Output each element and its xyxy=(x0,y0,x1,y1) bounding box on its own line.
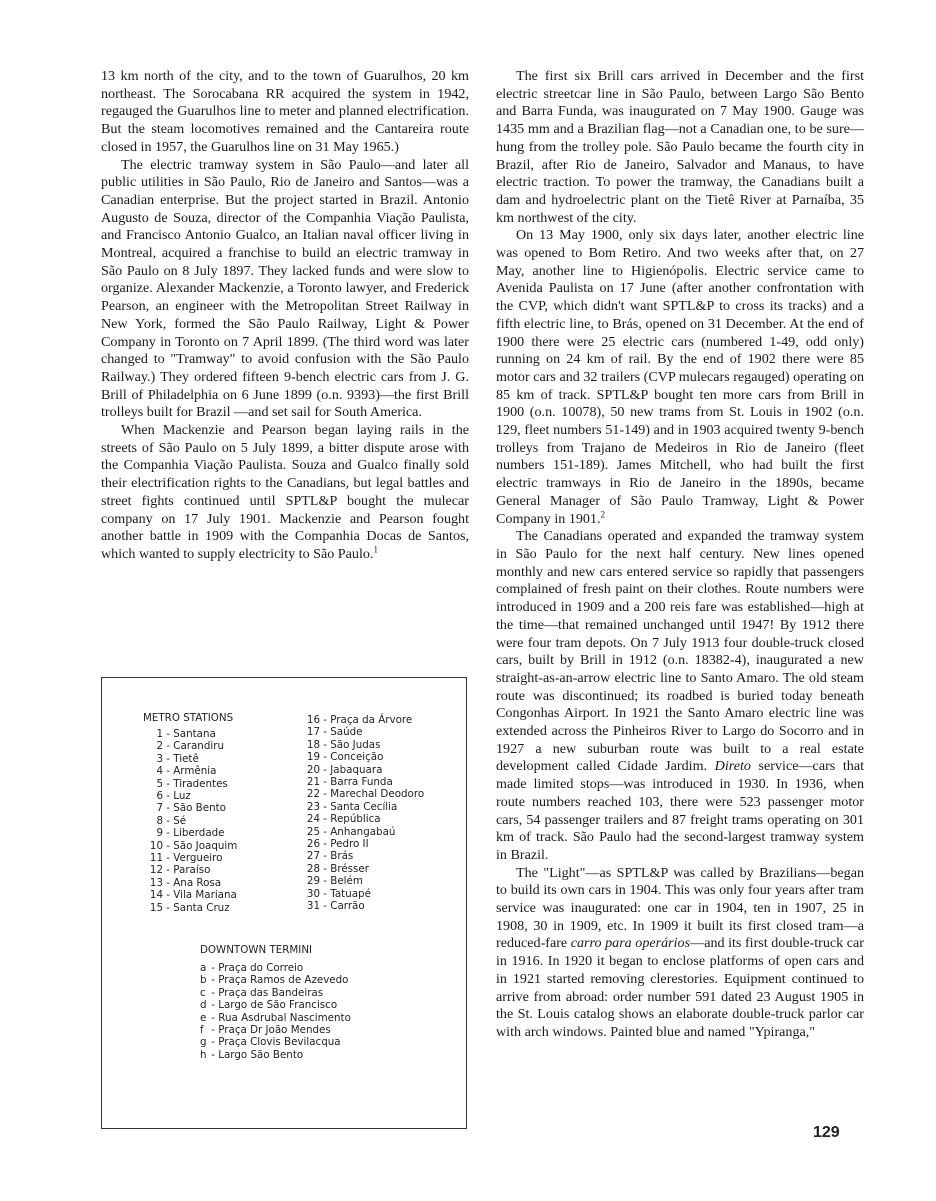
terminus-item xyxy=(200,1024,351,1036)
station-number: 20 xyxy=(306,763,320,776)
separator-dash: - xyxy=(163,728,174,740)
metro-stations-list-2 xyxy=(300,714,424,913)
station-number: 19 xyxy=(306,751,320,764)
station-name: Tatuapé xyxy=(330,887,371,900)
station-name: Conceição xyxy=(330,751,384,764)
paragraph xyxy=(101,422,469,564)
separator-dash: - xyxy=(320,825,331,838)
metro-station-item xyxy=(300,739,424,751)
metro-station-item xyxy=(143,827,237,839)
station-name: Paraíso xyxy=(173,864,211,877)
station-name: Belém xyxy=(330,875,363,888)
station-number: 7 xyxy=(156,802,163,815)
separator-dash: - xyxy=(320,738,331,751)
terminus-item xyxy=(200,999,351,1011)
separator-dash: - xyxy=(320,875,331,888)
station-number: 8 xyxy=(156,814,163,827)
terminus-name: Praça das Bandeiras xyxy=(218,986,324,999)
station-name: Liberdade xyxy=(173,827,225,840)
station-name: Carrão xyxy=(330,900,365,913)
station-number: 22 xyxy=(306,788,320,801)
left-column xyxy=(101,68,469,564)
station-number: 14 xyxy=(149,889,163,902)
terminus-name: Praça Dr João Mendes xyxy=(218,1024,331,1037)
station-number: 28 xyxy=(306,862,320,875)
metro-station-item xyxy=(143,889,237,901)
metro-station-item xyxy=(300,726,424,738)
station-number: 11 xyxy=(149,852,163,865)
metro-station-item xyxy=(300,714,424,726)
terminus-item xyxy=(200,1036,351,1048)
separator-dash: - xyxy=(163,802,174,815)
metro-station-item xyxy=(300,788,424,800)
terminus-name: Praça Ramos de Azevedo xyxy=(218,974,349,987)
metro-station-item xyxy=(143,802,237,814)
paragraph xyxy=(496,865,864,1042)
station-name: Tiradentes xyxy=(173,777,228,790)
metro-station-item xyxy=(143,753,237,765)
station-number: 30 xyxy=(306,887,320,900)
terminus-letter: h xyxy=(200,1048,207,1061)
station-name: Praça da Árvore xyxy=(330,714,413,726)
separator-dash: - xyxy=(320,850,331,863)
terminus-letter: c xyxy=(200,986,206,999)
station-name: Santa Cruz xyxy=(173,901,230,914)
metro-stations-title: METRO STATIONS xyxy=(143,712,234,724)
metro-station-item xyxy=(300,888,424,900)
metro-station-item xyxy=(143,740,237,752)
separator-dash: - xyxy=(320,813,331,826)
station-number: 29 xyxy=(306,875,320,888)
metro-station-item xyxy=(300,813,424,825)
downtown-termini-list xyxy=(200,962,351,1061)
map-legend-box xyxy=(101,677,467,1129)
metro-station-item xyxy=(300,838,424,850)
terminus-letter: d xyxy=(200,999,207,1012)
separator-dash: - xyxy=(163,752,174,765)
station-number: 3 xyxy=(156,752,163,765)
separator-dash: - xyxy=(163,852,174,865)
terminus-letter: b xyxy=(200,974,207,987)
separator-dash: - xyxy=(208,962,219,974)
separator-dash: - xyxy=(163,889,174,902)
station-number: 13 xyxy=(149,876,163,889)
metro-station-item xyxy=(300,764,424,776)
separator-dash: - xyxy=(208,1011,219,1024)
separator-dash: - xyxy=(320,788,331,801)
terminus-letter: f xyxy=(200,1024,204,1037)
station-name: Santana xyxy=(173,728,216,740)
separator-dash: - xyxy=(163,814,174,827)
metro-station-item xyxy=(300,900,424,912)
paragraph-text: On 13 May 1900, only six days later, another electric line was opened to Bom Retiro. And two weeks after that, on 27 May, another line to Higienópolis. Electric service came to Avenida Paulista on 17 June (after another confrontation with the CVP, which didn't want SPTL&P to cross its tracks) and a fifth electric line, to Brás, opened on 31 December. At the end of 1900 there were 25 electric cars (numbered 1-49, odd only) running on 24 km of rail. By the end of 1902 there were 85 motor cars and 32 trailers (CVP mulecars regauged) operating on 85 km of track. SPTL&P bought ten more cars from Brill in 1900 (o.n. 10078), 50 new trams from St. Louis in 1902 (o.n. 129, fleet numbers 51-149) and in 1903 acquired twenty 9-bench trolleys from Trajano de Medeiros in Rio de Janeiro (fleet numbers 151-189). James Mitchell, who had built the first electric tramways in Rio de Janeiro in the 1890s, became General Manager of São Paulo Tramway, Light & Power Company in 1901. xyxy=(496,227,864,527)
paragraph-text: The Canadians operated and expanded the tramway system in São Paulo for the next half century. New lines opened monthly and new cars entered service so rapidly that passengers complained of fresh paint on their clothes. Route numbers were introduced in 1909 and a 200 reis fare was established—high at the time—that remained unchanged until 1947! By 1912 there were four tram depots. On 7 July 1913 four double-truck closed cars, built by Brill in 1912 (o.n. 18382-4), inaugurated a new straight-as-an-arrow electric line to Santo Amaro. The old steam route was discontinued; its roadbed is buried today beneath Congonhas Airport. In 1921 the Santo Amaro electric line was extended across the Pinheiros River to Largo do Socorro and in 1927 a new suburban route was built to a real estate development called Cidade Jardim. xyxy=(496,528,864,775)
station-name: Vergueiro xyxy=(173,852,223,865)
station-number: 15 xyxy=(149,901,163,914)
separator-dash: - xyxy=(320,900,331,913)
station-number: 2 xyxy=(156,740,163,753)
separator-dash: - xyxy=(163,827,174,840)
station-number: 31 xyxy=(306,900,320,913)
terminus-item xyxy=(200,1049,351,1061)
separator-dash: - xyxy=(163,864,174,877)
station-name: Barra Funda xyxy=(330,776,393,789)
metro-station-item xyxy=(143,815,237,827)
metro-station-item xyxy=(143,778,237,790)
separator-dash: - xyxy=(320,726,331,739)
station-number: 26 xyxy=(306,838,320,851)
metro-stations-list-1 xyxy=(143,728,237,914)
station-name: Armênia xyxy=(173,765,217,778)
terminus-letter: e xyxy=(200,1011,207,1024)
downtown-termini-title: DOWNTOWN TERMINI xyxy=(200,944,313,956)
separator-dash: - xyxy=(320,800,331,813)
separator-dash: - xyxy=(163,740,174,753)
separator-dash: - xyxy=(320,887,331,900)
station-name: Luz xyxy=(173,790,191,803)
separator-dash: - xyxy=(320,776,331,789)
station-number: 4 xyxy=(156,765,163,778)
italic-term: Direto xyxy=(714,758,751,775)
terminus-name: Praça Clovis Bevilacqua xyxy=(218,1036,341,1049)
station-name: Tietê xyxy=(173,752,199,765)
terminus-name: Praça do Correio xyxy=(218,962,304,974)
station-name: Saúde xyxy=(330,726,363,739)
station-number: 21 xyxy=(306,776,320,789)
station-number: 24 xyxy=(306,813,320,826)
page-number: 129 xyxy=(813,1124,840,1141)
station-name: Pedro II xyxy=(330,838,369,851)
metro-station-item xyxy=(143,790,237,802)
station-name: Marechal Deodoro xyxy=(330,788,425,801)
separator-dash: - xyxy=(163,765,174,778)
separator-dash: - xyxy=(163,901,174,914)
terminus-item xyxy=(200,974,351,986)
separator-dash: - xyxy=(320,763,331,776)
station-name: Carandiru xyxy=(173,740,224,753)
separator-dash: - xyxy=(208,1036,219,1049)
metro-station-item xyxy=(300,751,424,763)
footnote-marker: 2 xyxy=(600,508,606,519)
station-name: Brás xyxy=(330,850,354,863)
separator-dash: - xyxy=(320,838,331,851)
italic-term: carro para operários xyxy=(570,935,691,952)
terminus-letter: a xyxy=(200,962,207,974)
paragraph-text: The "Light"—as SPTL&P was called by Brazilians—began to build its own cars in 1904. This was only four years after tram service was inaugurated: one car in 1904, ten in 1907, 25 in 1908, 30 in 1909, etc. In 1909 it built its first closed tram—a reduced-fare xyxy=(496,864,864,952)
station-name: Santa Cecília xyxy=(330,800,398,813)
paragraph-text: service—cars that made limited stops—was introduced in 1930. In 1936, when route numbers reached 103, there were 523 passenger motor cars, 54 passenger trailers and 87 freight trams operating on 301 km of track. São Paulo had the second-largest tramway system in Brazil. xyxy=(496,758,864,863)
metro-station-item xyxy=(143,877,237,889)
metro-station-item xyxy=(143,902,237,914)
station-name: São Bento xyxy=(173,802,226,815)
separator-dash: - xyxy=(163,777,174,790)
separator-dash: - xyxy=(320,862,331,875)
station-number: 16 xyxy=(306,714,320,726)
terminus-letter: g xyxy=(200,1036,207,1049)
paragraph xyxy=(496,227,864,528)
metro-station-item xyxy=(300,863,424,875)
station-name: Jabaquara xyxy=(330,763,383,776)
footnote-marker: 1 xyxy=(373,544,378,555)
right-column xyxy=(496,68,864,1042)
station-name: Anhangabaú xyxy=(330,825,396,838)
separator-dash: - xyxy=(208,986,219,999)
station-number: 17 xyxy=(306,726,320,739)
paragraph: The electric tramway system in São Paulo—and later all public utilities in São Paulo, Rio de Janeiro and Santos—was a Canadian enterprise. But the project started in Brazil. Antonio Augusto de Souza, director of the Companhia Viação Paulista, and Francisco Antonio Gualco, an Italian naval officer living in Montreal, acquired a franchise to build an electric tramway in São Paulo on 8 July 1897. They lacked funds and were slow to organize. Alexander Mackenzie, a Toronto lawyer, and Frederick Pearson, an engineer with the Metropolitan Street Railway in New York, formed the São Paulo Railway, Light & Power Company in Toronto on 7 April 1899. (The third word was later changed to "Tramway" to avoid confusion with the São Paulo Railway.) They ordered fifteen 9-bench electric cars from J. G. Brill of Philadelphia on 6 June 1899 (o.n. 9393)—the first Brill trolleys built for Brazil —and set sail for South America. xyxy=(101,156,469,421)
paragraph: 13 km north of the city, and to the town of Guarulhos, 20 km northeast. The Sorocabana RR acquired the system in 1942, regauged the Guarulhos line to meter and planned electrification. But the steam locomotives remained and the Cantareira route closed in 1957, the Guarulhos line on 31 May 1965.) xyxy=(101,68,469,155)
terminus-name: Rua Asdrubal Nascimento xyxy=(218,1011,351,1024)
metro-station-item xyxy=(143,765,237,777)
metro-station-item xyxy=(143,864,237,876)
separator-dash: - xyxy=(320,751,331,764)
station-number: 18 xyxy=(306,738,320,751)
separator-dash: - xyxy=(208,974,219,987)
terminus-item xyxy=(200,987,351,999)
station-number: 1 xyxy=(156,728,163,740)
station-name: São Judas xyxy=(330,738,381,751)
metro-station-item xyxy=(300,875,424,887)
paragraph: The first six Brill cars arrived in December and the first electric streetcar line in São Paulo, between Largo São Bento and Barra Funda, was inaugurated on 7 May 1900. Gauge was 1435 mm and a Brazilian flag—not a Canadian one, to be sure—hung from the trolley pole. São Paulo became the fourth city in Brazil, after Rio de Janeiro, Salvador and Manaus, to have electric traction. To power the tramway, the Canadians built a dam and hydroelectric plant on the Tietê River at Parnaíba, 35 km northwest of the city. xyxy=(496,68,864,226)
separator-dash: - xyxy=(208,999,219,1012)
station-name: Ana Rosa xyxy=(173,876,222,889)
terminus-name: Largo São Bento xyxy=(218,1048,304,1061)
station-number: 9 xyxy=(156,827,163,840)
station-name: São Joaquim xyxy=(173,839,238,852)
paragraph xyxy=(496,528,864,864)
terminus-item xyxy=(200,962,351,974)
metro-station-item xyxy=(143,728,237,740)
station-number: 23 xyxy=(306,800,320,813)
separator-dash: - xyxy=(163,839,174,852)
separator-dash: - xyxy=(208,1048,219,1061)
station-number: 10 xyxy=(149,839,163,852)
station-number: 25 xyxy=(306,825,320,838)
station-name: Sé xyxy=(173,814,187,827)
terminus-name: Largo de São Francisco xyxy=(218,999,338,1012)
paragraph-text: —and its first double-truck car in 1916. In 1920 it began to enclose platforms of open cars and in 1921 started removing clerestories. Equipment continued to arrive from abroad: order number 591 dated 23 August 1905 in the St. Louis catalog shows an elaborate double-truck parlor car with arch windows. Painted blue and named "Ypiranga," xyxy=(496,935,864,1040)
metro-station-item xyxy=(143,852,237,864)
metro-station-item xyxy=(143,840,237,852)
separator-dash: - xyxy=(208,1024,219,1037)
station-number: 5 xyxy=(156,777,163,790)
station-name: República xyxy=(330,813,381,826)
station-name: Vila Mariana xyxy=(173,889,237,902)
paragraph-text: When Mackenzie and Pearson began laying rails in the streets of São Paulo on 5 July 1899, a bitter dispute arose with the Companhia Viação Paulista. Souza and Gualco finally sold their electrification rights to the Canadians, but legal battles and street fights continued until SPTL&P bought the mulecar company on 17 July 1901. Mackenzie and Pearson fought another battle in 1909 with the Companhia Docas de Santos, which wanted to supply electricity to São Paulo. xyxy=(101,422,469,562)
metro-station-item xyxy=(300,776,424,788)
station-number: 27 xyxy=(306,850,320,863)
station-number: 6 xyxy=(156,790,163,803)
metro-station-item xyxy=(300,826,424,838)
station-name: Brésser xyxy=(330,862,369,875)
station-number: 12 xyxy=(149,864,163,877)
separator-dash: - xyxy=(320,714,331,726)
metro-station-item xyxy=(300,801,424,813)
terminus-item xyxy=(200,1012,351,1024)
separator-dash: - xyxy=(163,876,174,889)
metro-station-item xyxy=(300,850,424,862)
separator-dash: - xyxy=(163,790,174,803)
